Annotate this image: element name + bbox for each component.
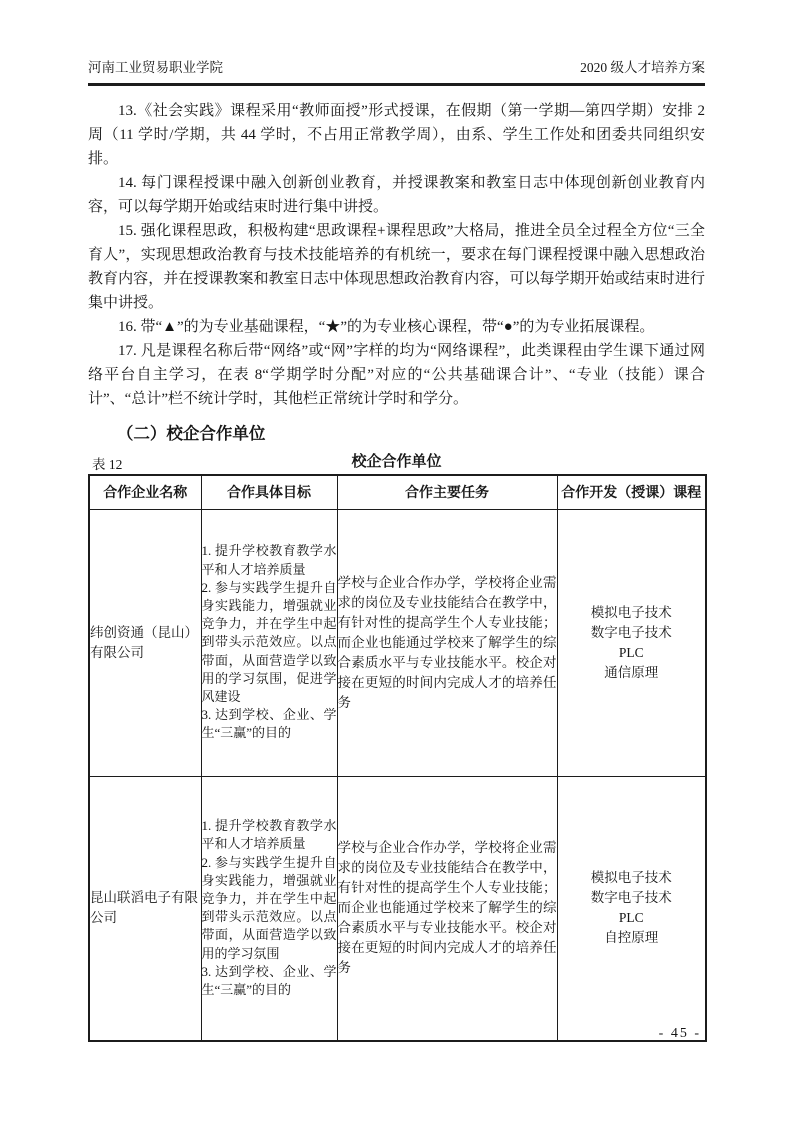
cooperation-table (88, 474, 707, 1042)
course-item: 数字电子技术 (590, 890, 672, 906)
note-paragraph-14: 14. 每门课程授课中融入创新创业教育，并授课教案和教室日志中体现创新创业教育内容，可以每学期开始或结束时进行集中讲授。 (88, 175, 705, 215)
goal-item: 3. 达到学校、企业、学生“三赢”的目的 (201, 963, 337, 998)
header-courses: 合作开发（授课）课程 (557, 475, 706, 509)
company-name-cell: 纬创资通（昆山）有限公司 (89, 509, 201, 776)
header-goals: 合作具体目标 (201, 475, 337, 509)
table-title: 校企合作单位 (351, 454, 442, 470)
header-school-name: 河南工业贸易职业学院 (88, 60, 223, 75)
goals-cell (201, 509, 337, 776)
note-paragraph-13: 13.《社会实践》课程采用“教师面授”形式授课，在假期（第一学期—第四学期）安排 2 周（11 学时/学期，共 44 学时，不占用正常教学周），由系、学生工作处和团委共同组织安排。 (88, 103, 705, 167)
table-row (89, 776, 706, 1041)
page-number: - 45 - (658, 1026, 701, 1041)
notes-section (88, 99, 705, 411)
header-tasks: 合作主要任务 (337, 475, 557, 509)
table-label: 表 12 (92, 457, 123, 472)
course-item: PLC (618, 910, 644, 926)
note-paragraph-17: 17. 凡是课程名称后带“网络”或“网”字样的均为“网络课程”，此类课程由学生课下通过网络平台自主学习，在表 8“学期学时分配”对应的“公共基础课合计”、“专业（技能）课合计”、“总计”栏不统计学时，其他栏正常统计学时和学分。 (88, 343, 705, 407)
course-item: 模拟电子技术 (590, 870, 672, 886)
table-header-row (89, 475, 706, 509)
table-row (89, 509, 706, 776)
course-item: 模拟电子技术 (590, 604, 672, 620)
tasks-cell (337, 509, 557, 776)
course-item: 通信原理 (604, 664, 659, 680)
course-item: PLC (618, 644, 644, 660)
tasks-cell (337, 776, 557, 1041)
tasks-text: 学校与企业合作办学，学校将企业需求的岗位及专业技能结合在教学中，有针对性的提高学生个人专业技能；而企业也能通过学校来了解学生的综合素质水平与专业技能水平。校企对接在更短的时间内完成人才的培养任务 (337, 574, 557, 710)
goals-cell (201, 776, 337, 1041)
company-name-cell: 昆山联滔电子有限公司 (89, 776, 201, 1041)
goal-item: 1. 提升学校教育教学水平和人才培养质量 (201, 543, 337, 577)
tasks-text: 学校与企业合作办学，学校将企业需求的岗位及专业技能结合在教学中，有针对性的提高学生个人专业技能；而企业也能通过学校来了解学生的综合素质水平与专业技能水平。校企对接在更短的时间内完成人才的培养任务 (337, 840, 557, 976)
section-heading: （二）校企合作单位 (116, 424, 266, 443)
courses-cell (557, 509, 706, 776)
goal-item: 2. 参与实践学生提升自身实践能力，增强就业竞争力，并在学生中起到带头示范效应。以点带面，从面营造学以致用的学习氛围 (201, 854, 337, 961)
note-paragraph-15: 15. 强化课程思政，积极构建“思政课程+课程思政”大格局，推进全员全过程全方位“三全育人”，实现思想政治教育与技术技能培养的有机统一，要求在每门课程授课中融入思想政治教育内容，并在授课教案和教室日志中体现思想政治教育内容，可以每学期开始或结束时进行集中讲授。 (88, 223, 705, 311)
goal-item: 1. 提升学校教育教学水平和人才培养质量 (201, 818, 337, 852)
course-item: 数字电子技术 (590, 624, 672, 640)
header-doc-title: 2020 级人才培养方案 (580, 60, 705, 75)
running-header (88, 58, 705, 83)
note-paragraph-16: 16. 带“▲”的为专业基础课程，“★”的为专业核心课程，带“●”的为专业拓展课程。 (118, 319, 655, 335)
table-caption (88, 451, 705, 473)
goal-item: 3. 达到学校、企业、学生“三赢”的目的 (201, 707, 337, 741)
header-company: 合作企业名称 (89, 475, 201, 509)
goal-item: 2. 参与实践学生提升自身实践能力，增强就业竞争力，并在学生中起到带头示范效应。以点带面，从面营造学以致用的学习氛围，促进学风建设 (201, 579, 337, 704)
courses-cell (557, 776, 706, 1041)
course-item: 自控原理 (604, 930, 659, 946)
header-divider (88, 83, 705, 86)
